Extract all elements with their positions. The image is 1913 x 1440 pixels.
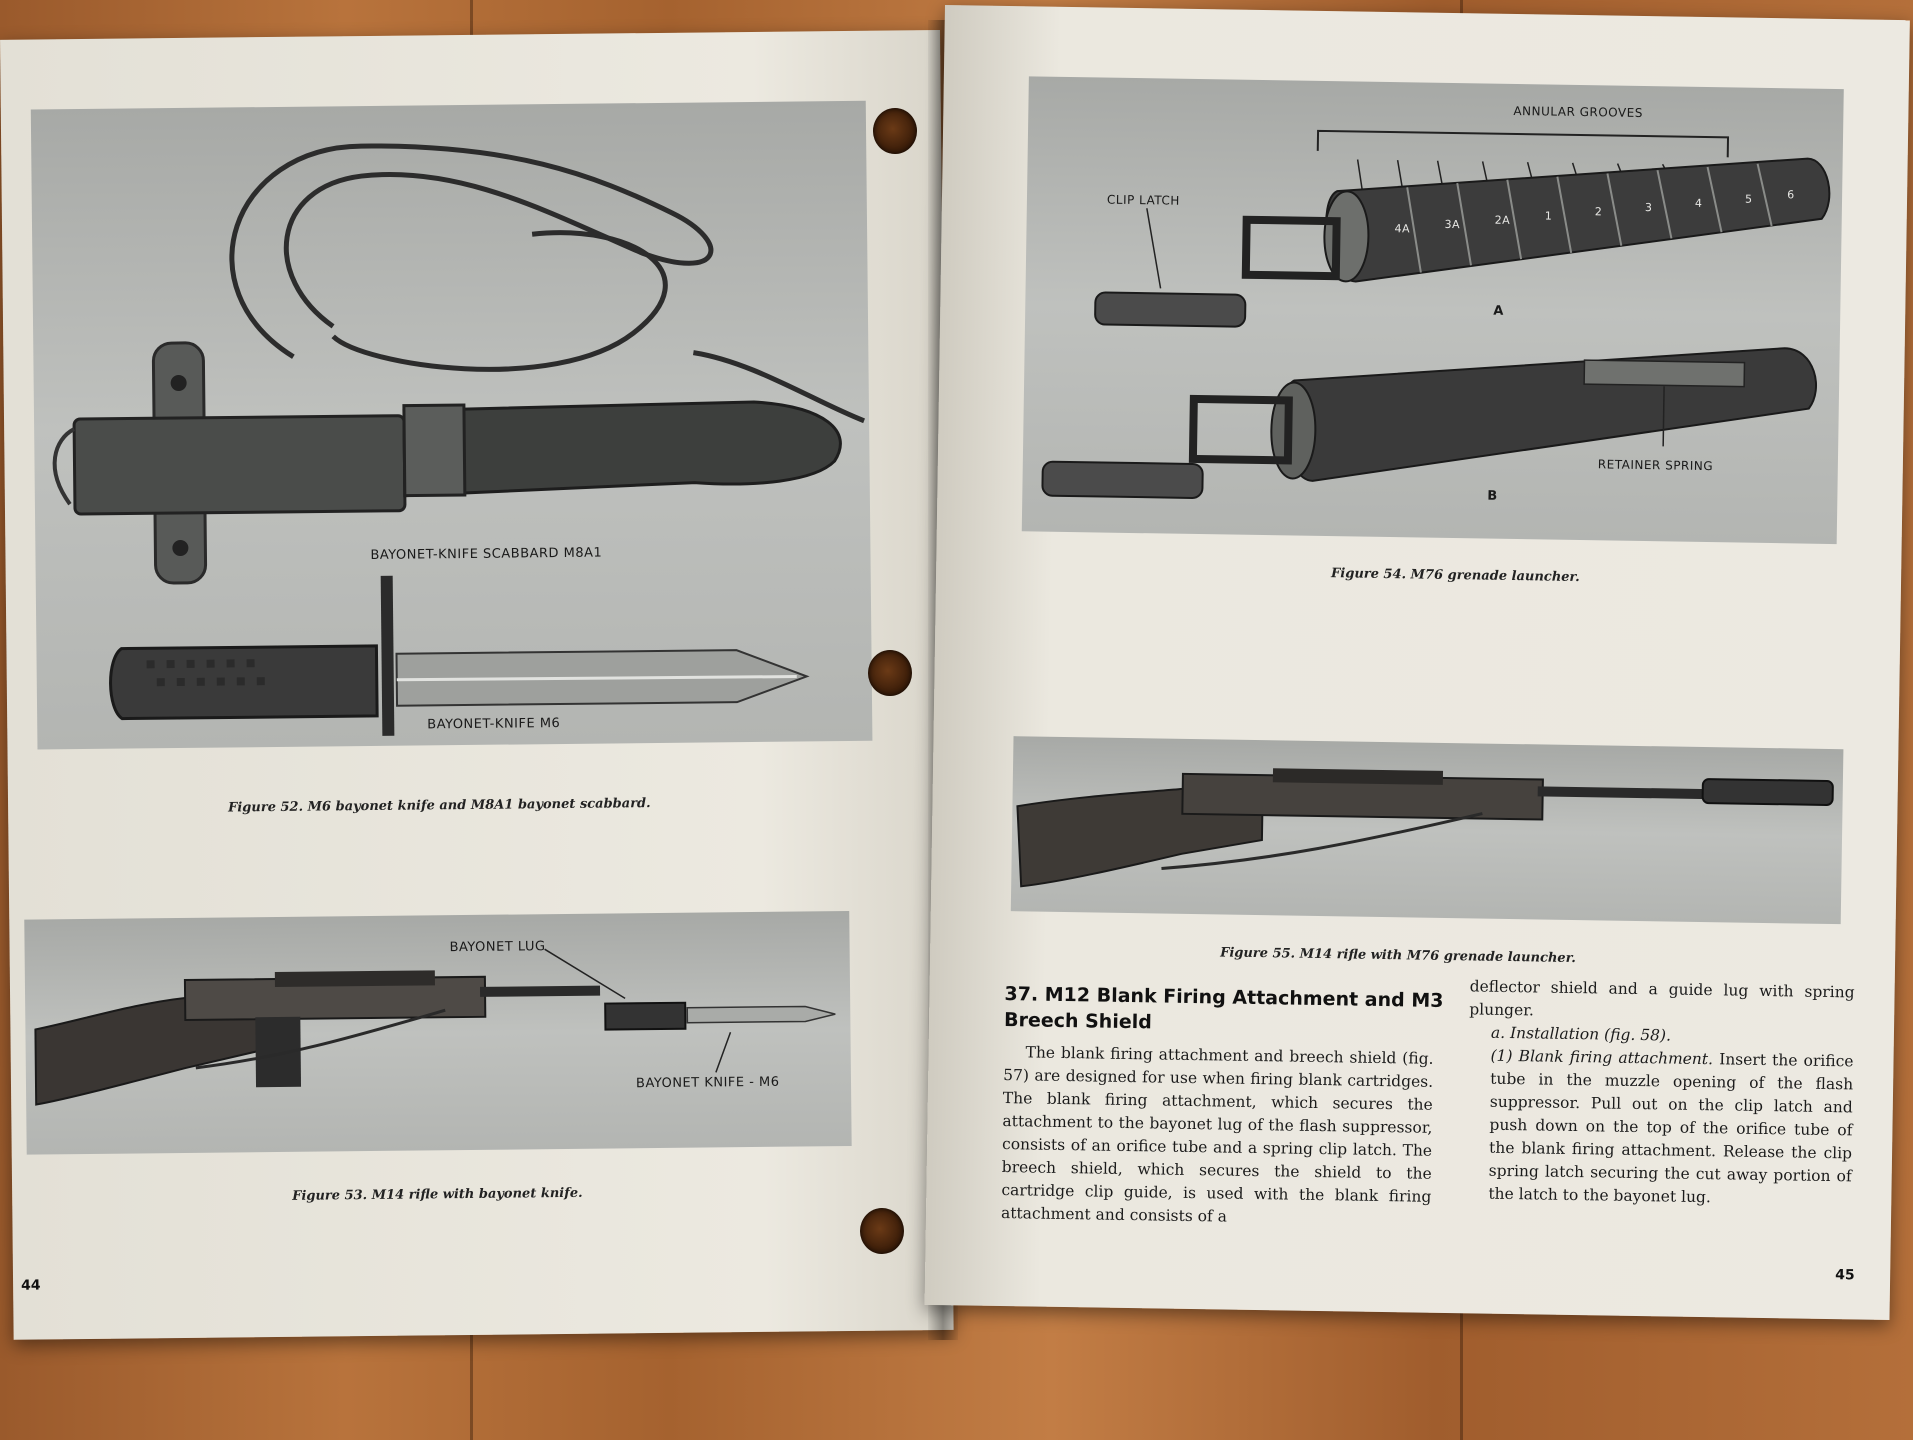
figure-54-caption: Figure 54. M76 grenade launcher. — [1330, 566, 1580, 586]
figure-52-caption: Figure 52. M6 bayonet knife and M8A1 bayonet scabbard. — [228, 796, 651, 816]
item-a-installation: a. Installation (fig. 58). — [1490, 1023, 1672, 1045]
figure-53-caption: Figure 53. M14 rifle with bayonet knife. — [292, 1185, 583, 1204]
rifle-with-launcher-illustration — [1011, 736, 1844, 924]
item-1-text: Insert the orifice tube in the muzzle opening of the flash suppressor. Pull out on the clip latch and push down on the top of the orifice tube of the blank firing attachment. Release the clip spring latch securing the cut away portion of the latch to the bayonet lug. — [1488, 1050, 1854, 1207]
figure-53-photo — [24, 911, 851, 1155]
binder-hole — [868, 650, 912, 696]
groove-mark: 3 — [1644, 201, 1653, 215]
right-page — [925, 5, 1910, 1320]
groove-mark: 4 — [1694, 196, 1703, 210]
item-1-title: (1) Blank firing attachment. — [1490, 1046, 1714, 1069]
section-37-column-2 — [1466, 975, 1855, 1211]
figure-54-photo — [1022, 76, 1844, 544]
groove-mark: 5 — [1744, 192, 1753, 206]
groove-mark: 3A — [1444, 217, 1461, 232]
groove-mark: 2 — [1594, 205, 1603, 219]
groove-mark: 1 — [1544, 209, 1553, 223]
label-retainer-spring: RETAINER SPRING — [1597, 457, 1714, 474]
grenade-launcher-illustration — [1022, 76, 1844, 544]
page-number-right: 45 — [1835, 1267, 1855, 1284]
label-bayonet-knife-m6: BAYONET-KNIFE M6 — [427, 716, 561, 733]
label-a: A — [1493, 303, 1504, 319]
figure-52-photo — [31, 101, 873, 750]
label-clip-latch: CLIP LATCH — [1106, 192, 1180, 208]
rifle-with-bayonet-illustration — [24, 911, 851, 1155]
left-page — [0, 30, 954, 1340]
label-bayonet-lug: BAYONET LUG — [449, 939, 546, 956]
label-bayonet-knife-m6-rifle: BAYONET KNIFE - M6 — [635, 1074, 780, 1092]
paragraph-text: The blank firing attachment and breech shield (fig. 57) are designed for use when firing blank cartridges. The blank firing attachment, which secures the attachment to the bayonet lug of the flash suppressor, consists of an orifice tube and a spring clip latch. The breech shield, which secures the shield to the cartridge clip guide, is used with the blank firing attachment and consists of a — [1000, 1043, 1434, 1226]
binder-hole — [873, 108, 917, 154]
groove-mark: 4A — [1394, 222, 1411, 236]
item-1-blank-firing-attachment — [1466, 1044, 1853, 1211]
page-number-left: 44 — [21, 1277, 41, 1294]
label-annular-grooves: ANNULAR GROOVES — [1513, 103, 1643, 120]
groove-mark: 6 — [1787, 188, 1795, 202]
section-37-paragraph-1 — [1001, 1041, 1434, 1232]
paragraph-continuation: deflector shield and a guide lug with spring plunger. — [1469, 977, 1855, 1020]
label-b: B — [1487, 488, 1498, 504]
label-bayonet-knife-scabbard: BAYONET-KNIFE SCABBARD M8A1 — [370, 545, 603, 563]
binder-hole — [860, 1208, 904, 1254]
figure-55-photo — [1011, 736, 1844, 924]
bayonet-scabbard-illustration — [31, 101, 873, 750]
groove-mark: 2A — [1494, 213, 1511, 227]
section-37-heading: 37. M12 Blank Firing Attachment and M3 Breech Shield — [1003, 983, 1444, 1034]
figure-55-caption: Figure 55. M14 rifle with M76 grenade launcher. — [1220, 945, 1576, 967]
